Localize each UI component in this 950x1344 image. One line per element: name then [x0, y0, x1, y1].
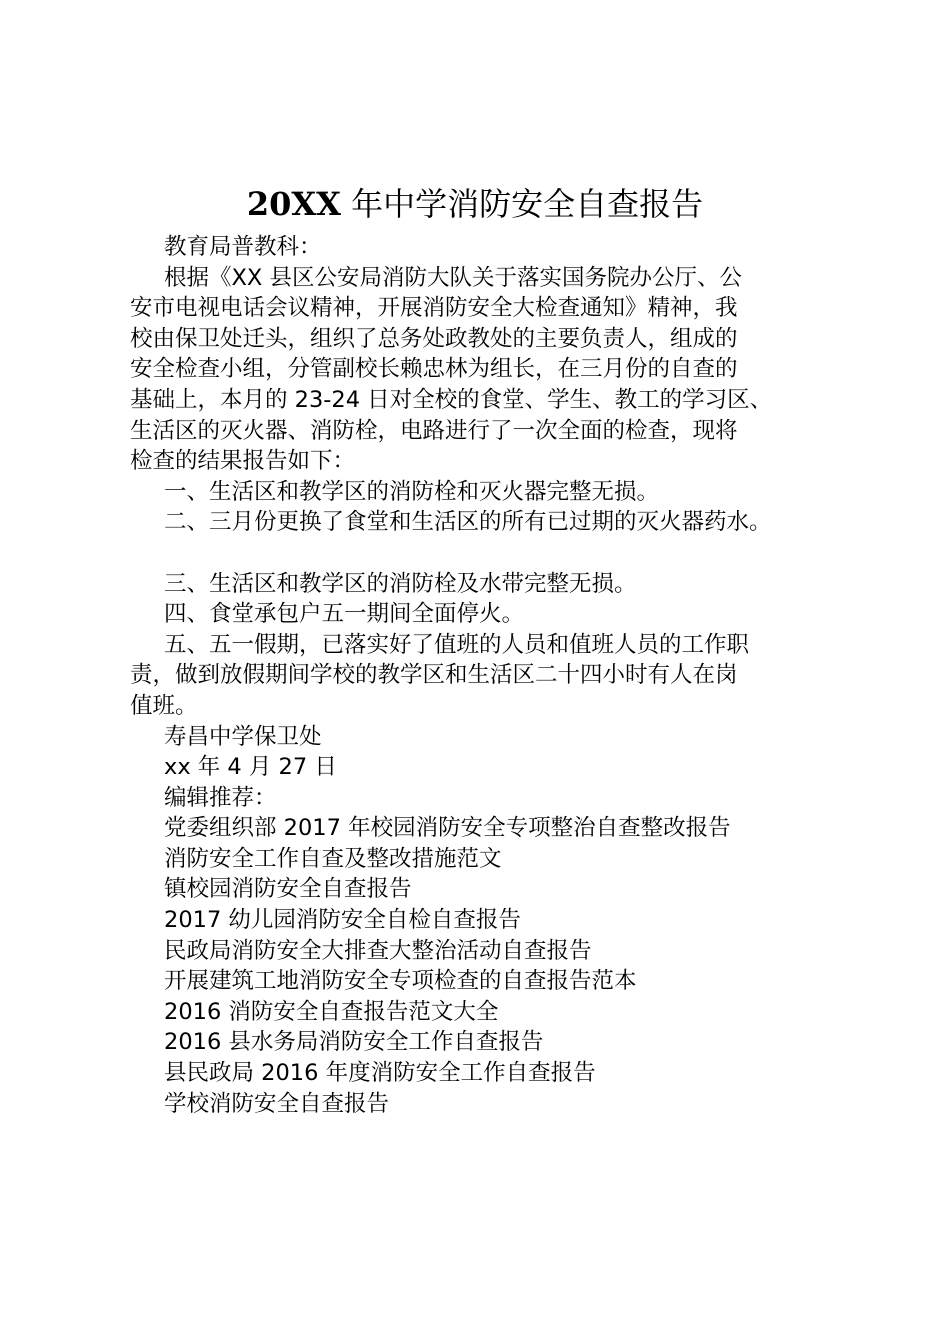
signature-date: xx 年 4 月 27 日 — [164, 754, 337, 781]
recommend-link[interactable]: 党委组织部 2017 年校园消防安全专项整治自查整改报告 — [164, 815, 731, 842]
finding-item-5-line: 值班。 — [130, 692, 198, 719]
recommend-link[interactable]: 镇校园消防安全自查报告 — [164, 876, 412, 903]
recommend-link[interactable]: 2016 消防安全自查报告范文大全 — [164, 998, 499, 1025]
recommend-link[interactable]: 消防安全工作自查及整改措施范文 — [164, 845, 502, 872]
finding-item-2: 二、三月份更换了食堂和生活区的所有已过期的灭火器药水。 — [164, 509, 772, 536]
title-text: 年中学消防安全自查报告 — [351, 185, 704, 223]
recommend-link[interactable]: 2016 县水务局消防安全工作自查报告 — [164, 1029, 544, 1056]
recommend-link[interactable]: 民政局消防安全大排查大整治活动自查报告 — [164, 937, 592, 964]
signature-org: 寿昌中学保卫处 — [164, 723, 322, 750]
intro-line: 基础上，本月的 23-24 日对全校的食堂、学生、教工的学习区、 — [130, 386, 773, 413]
intro-line: 安全检查小组，分管副校长赖忠林为组长，在三月份的自查的 — [130, 356, 738, 383]
intro-line: 校由保卫处迁头，组织了总务处政教处的主要负责人，组成的 — [130, 325, 738, 352]
recommend-link[interactable]: 学校消防安全自查报告 — [164, 1090, 390, 1117]
finding-item-5-line: 责，做到放假期间学校的教学区和生活区二十四小时有人在岗 — [130, 662, 738, 689]
recommend-label: 编辑推荐： — [164, 784, 277, 811]
finding-item-3: 三、生活区和教学区的消防栓及水带完整无损。 — [164, 570, 637, 597]
intro-line: 检查的结果报告如下： — [130, 448, 356, 475]
intro-line: 安市电视电话会议精神，开展消防安全大检查通知》精神，我 — [130, 295, 738, 322]
finding-item-4: 四、食堂承包户五一期间全面停火。 — [164, 601, 525, 628]
finding-item-5-line: 五、五一假期，已落实好了值班的人员和值班人员的工作职 — [164, 631, 750, 658]
intro-line: 生活区的灭火器、消防栓，电路进行了一次全面的检查，现将 — [130, 417, 738, 444]
salutation: 教育局普教科： — [164, 234, 322, 260]
document-body — [130, 232, 850, 1119]
intro-line: 根据《XX 县区公安局消防大队关于落实国务院办公厅、公 — [164, 264, 742, 291]
intro-paragraph — [130, 263, 850, 477]
finding-item-5 — [130, 630, 850, 722]
page-title — [0, 182, 950, 226]
finding-item-1: 一、生活区和教学区的消防栓和灭火器完整无损。 — [164, 478, 660, 505]
recommend-list — [130, 813, 850, 1119]
title-year: 20XX — [246, 185, 341, 223]
blank-line — [130, 538, 850, 569]
recommend-link[interactable]: 2017 幼儿园消防安全自检自查报告 — [164, 907, 521, 934]
recommend-link[interactable]: 开展建筑工地消防安全专项检查的自查报告范本 — [164, 968, 637, 995]
recommend-link[interactable]: 县民政局 2016 年度消防安全工作自查报告 — [164, 1060, 596, 1087]
